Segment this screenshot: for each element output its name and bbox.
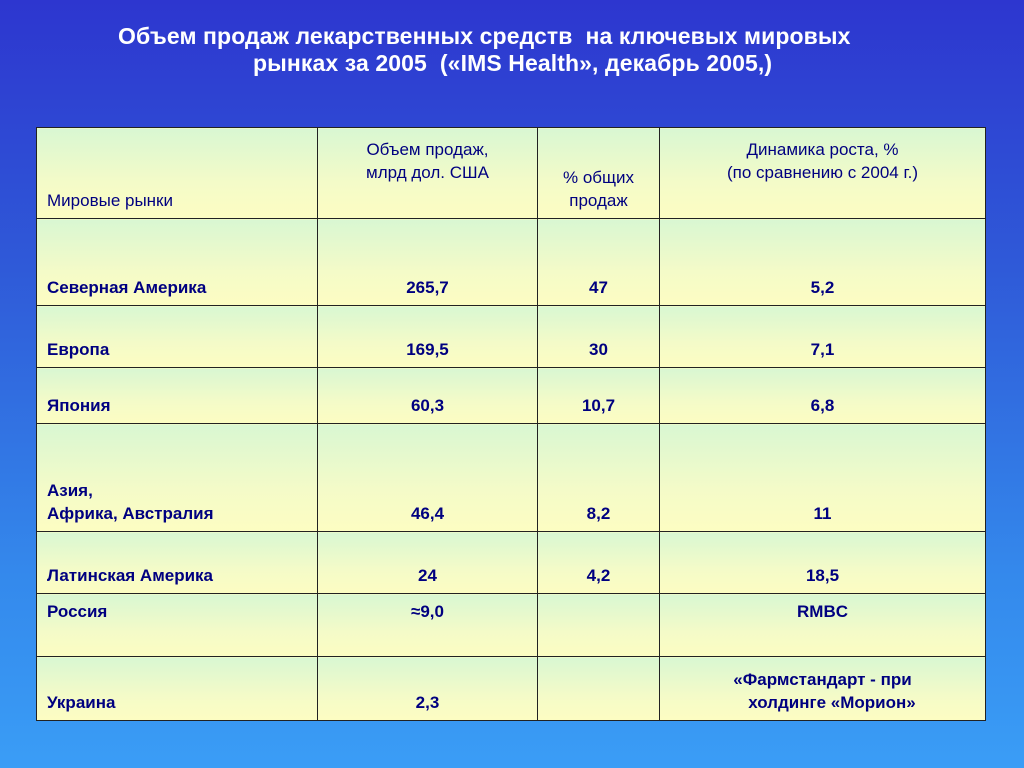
cell-share: 4,2 bbox=[538, 532, 660, 594]
cell-growth bbox=[660, 657, 986, 721]
cell-volume: 24 bbox=[318, 532, 538, 594]
cell-growth-line-1: «Фармстандарт - при bbox=[733, 670, 912, 689]
cell-volume: 2,3 bbox=[318, 657, 538, 721]
table-row bbox=[37, 306, 986, 368]
header-share-line-1: % общих bbox=[562, 168, 634, 187]
cell-growth: 6,8 bbox=[660, 368, 986, 424]
cell-market: Латинская Америка bbox=[37, 532, 318, 594]
cell-market: Украина bbox=[37, 657, 318, 721]
header-growth bbox=[660, 128, 986, 219]
table-row bbox=[37, 424, 986, 532]
header-share-line-2: продаж bbox=[569, 191, 628, 210]
header-volume bbox=[318, 128, 538, 219]
header-market bbox=[37, 128, 318, 219]
header-growth-line-1: Динамика роста, % bbox=[746, 140, 899, 159]
cell-volume: 60,3 bbox=[318, 368, 538, 424]
cell-growth: 11 bbox=[660, 424, 986, 532]
cell-share bbox=[538, 657, 660, 721]
cell-market: Япония bbox=[37, 368, 318, 424]
header-share bbox=[538, 128, 660, 219]
header-volume-line-1: Объем продаж, bbox=[366, 140, 489, 159]
table-row bbox=[37, 657, 986, 721]
cell-share bbox=[538, 594, 660, 657]
header-market-label: Мировые рынки bbox=[47, 191, 173, 210]
slide-title-line-1: Объем продаж лекарственных средств на ключевых мировых bbox=[118, 23, 851, 49]
cell-volume: 169,5 bbox=[318, 306, 538, 368]
cell-market: Северная Америка bbox=[37, 219, 318, 306]
header-growth-line-2: (по сравнению с 2004 г.) bbox=[727, 163, 918, 182]
cell-growth: 7,1 bbox=[660, 306, 986, 368]
cell-growth-line-2: холдинге «Морион» bbox=[729, 693, 916, 712]
cell-growth: 5,2 bbox=[660, 219, 986, 306]
table-row bbox=[37, 594, 986, 657]
cell-share: 30 bbox=[538, 306, 660, 368]
table-row bbox=[37, 368, 986, 424]
cell-market: Европа bbox=[37, 306, 318, 368]
cell-share: 8,2 bbox=[538, 424, 660, 532]
header-volume-line-2: млрд дол. США bbox=[366, 163, 489, 182]
cell-growth: RMBC bbox=[660, 594, 986, 657]
slide-title-line-2: рынках за 2005 («IMS Health», декабрь 2005,) bbox=[253, 50, 773, 76]
table-row bbox=[37, 532, 986, 594]
cell-share: 47 bbox=[538, 219, 660, 306]
table-header-row bbox=[37, 128, 986, 219]
cell-volume: 46,4 bbox=[318, 424, 538, 532]
cell-growth: 18,5 bbox=[660, 532, 986, 594]
cell-volume: ≈9,0 bbox=[318, 594, 538, 657]
cell-market bbox=[37, 424, 318, 532]
cell-volume: 265,7 bbox=[318, 219, 538, 306]
cell-share: 10,7 bbox=[538, 368, 660, 424]
table-row bbox=[37, 219, 986, 306]
cell-market: Россия bbox=[37, 594, 318, 657]
cell-market-line-1: Азия, bbox=[47, 481, 93, 500]
sales-table bbox=[36, 127, 986, 721]
cell-market-line-2: Африка, Австралия bbox=[47, 504, 214, 523]
